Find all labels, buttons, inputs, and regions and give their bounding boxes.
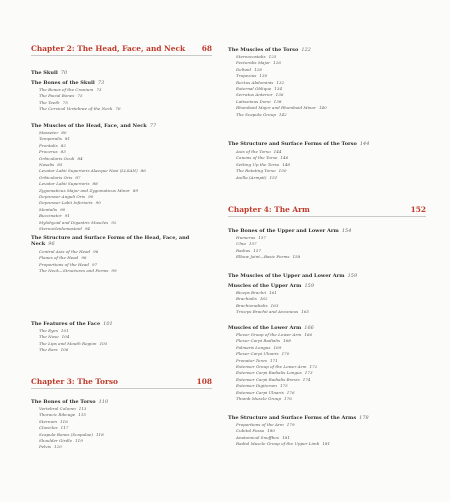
item-page: 175 bbox=[279, 383, 288, 389]
item-page: 148 bbox=[282, 161, 290, 167]
entry-title: The Structure and Surface Forms of the Head, Face, and Neck bbox=[31, 235, 190, 247]
item-page: 132 bbox=[276, 79, 285, 85]
chapter-title: Chapter 4: The Arm bbox=[228, 205, 310, 214]
entry-page: 70 bbox=[60, 70, 68, 76]
item-label: Temporalis bbox=[39, 136, 62, 142]
toc-entry-bones-arm[interactable] bbox=[228, 228, 426, 234]
item-label: Planes of the Head bbox=[39, 255, 79, 261]
item-page: 157 bbox=[248, 241, 257, 247]
item-page: 166 bbox=[304, 332, 313, 337]
item-page: 171 bbox=[269, 357, 278, 363]
item-label: Biceps Brachii bbox=[236, 290, 267, 295]
entry-page: 110 bbox=[98, 399, 109, 405]
list-item[interactable] bbox=[236, 175, 426, 181]
entry-title: The Skull bbox=[31, 70, 58, 76]
item-label: Extensor Group of the Lower Arm bbox=[236, 364, 307, 370]
item-label: Humerus bbox=[236, 235, 256, 240]
item-label: Rectus Abdominis bbox=[236, 79, 274, 85]
item-label: Brachioradialis bbox=[236, 302, 268, 308]
item-page: 117 bbox=[60, 425, 69, 431]
item-label: Radial Muscle Group of the Upper Limb bbox=[236, 441, 320, 447]
item-page: 86 bbox=[140, 168, 146, 174]
toc-entry-bones-torso[interactable] bbox=[31, 399, 212, 405]
entry-title: The Bones of the Upper and Lower Arm bbox=[228, 228, 339, 234]
entry-title: The Bones of the Torso bbox=[31, 399, 96, 405]
item-page: 157 bbox=[258, 235, 267, 240]
item-page: 181 bbox=[282, 434, 290, 440]
item-label: Pectoralis Major bbox=[236, 60, 271, 66]
item-label: Triceps Brachii and Anconeus bbox=[236, 309, 299, 315]
toc-entry-muscles-upper-arm[interactable] bbox=[228, 283, 426, 289]
item-label: The Bones of the Cranium bbox=[39, 87, 94, 92]
features-face-list bbox=[39, 328, 212, 354]
entry-page: 144 bbox=[359, 141, 370, 147]
entry-title: Muscles of the Lower Arm bbox=[228, 325, 302, 331]
item-label: Flexor Carpi Ulnaris bbox=[236, 351, 279, 357]
item-label: Deltoid bbox=[236, 66, 252, 72]
item-page: 144 bbox=[273, 149, 282, 154]
chapter-page: 68 bbox=[201, 44, 212, 53]
item-page: 87 bbox=[75, 174, 81, 180]
item-label: Central Axis of the Head bbox=[39, 249, 91, 254]
bones-torso-list bbox=[39, 406, 212, 451]
item-page: 75 bbox=[62, 99, 68, 105]
item-label: The Rotating Torso bbox=[236, 168, 276, 174]
entry-title: The Bones of the Skull bbox=[31, 80, 95, 86]
bones-arm-list bbox=[236, 235, 426, 261]
item-page: 120 bbox=[54, 444, 62, 450]
item-label: Orbicularis Oculi bbox=[39, 155, 75, 161]
chapter-page: 108 bbox=[196, 377, 212, 386]
item-page: 90 bbox=[88, 194, 94, 200]
item-page: 88 bbox=[92, 181, 98, 187]
list-item[interactable] bbox=[236, 441, 426, 447]
item-label: Depressor Anguli Oris bbox=[39, 194, 86, 200]
item-page: 84 bbox=[77, 155, 83, 161]
item-label: Trapezius bbox=[236, 73, 257, 79]
entry-page: 166 bbox=[304, 325, 314, 331]
item-label: The Cervical Vertebrae of the Neck bbox=[39, 106, 113, 112]
item-page: 75 bbox=[77, 93, 83, 99]
item-page: 113 bbox=[78, 406, 87, 411]
entry-page: 178 bbox=[359, 415, 369, 421]
structure-torso-list bbox=[236, 149, 426, 181]
item-page: 82 bbox=[60, 142, 66, 148]
item-page: 140 bbox=[318, 105, 327, 111]
item-label: Depressor Labii Inferioris bbox=[39, 200, 93, 206]
toc-entry-muscles-lower-arm[interactable] bbox=[228, 325, 426, 331]
item-label: Flexor Carpi Radialis bbox=[236, 338, 281, 344]
muscles-upper-arm-list bbox=[236, 290, 426, 316]
chapter-4-heading[interactable] bbox=[228, 205, 426, 217]
item-page: 116 bbox=[59, 418, 68, 424]
item-page: 125 bbox=[268, 54, 277, 59]
item-label: Palmaris Longus bbox=[236, 344, 271, 350]
item-label: Thumb Muscle Group bbox=[236, 396, 282, 402]
item-page: 162 bbox=[259, 296, 268, 302]
item-label: The Eyes bbox=[39, 328, 58, 333]
item-label: Ulna bbox=[236, 241, 246, 247]
item-page: 73 bbox=[96, 87, 102, 92]
list-item[interactable] bbox=[236, 396, 426, 402]
item-label: Proportions of the Head bbox=[39, 261, 90, 267]
item-page: 158 bbox=[292, 254, 301, 260]
list-item[interactable] bbox=[236, 112, 426, 118]
entry-title: The Muscles of the Torso bbox=[228, 47, 299, 53]
item-page: 128 bbox=[254, 66, 262, 72]
muscles-torso-list bbox=[236, 54, 426, 118]
item-label: Flexor Group of the Lower Arm bbox=[236, 332, 302, 337]
item-label: Rhomboid Major and Rhomboid Minor bbox=[236, 105, 316, 111]
toc-entry-muscles-torso[interactable] bbox=[228, 47, 426, 53]
item-page: 81 bbox=[64, 136, 71, 142]
chapter-3-heading[interactable] bbox=[31, 377, 212, 389]
item-page: 134 bbox=[274, 86, 283, 92]
item-label: Masseter bbox=[39, 130, 59, 135]
structure-arms-list bbox=[236, 422, 426, 448]
item-label: External Oblique bbox=[236, 86, 272, 92]
item-label: Sternum bbox=[39, 418, 57, 424]
item-label: Extensor Digitorum bbox=[236, 383, 277, 389]
list-item[interactable] bbox=[236, 309, 426, 315]
entry-page: 122 bbox=[301, 47, 311, 53]
item-label: Cubital Fossa bbox=[236, 428, 265, 434]
item-page: 126 bbox=[273, 60, 281, 66]
item-label: Mentalis bbox=[39, 206, 58, 212]
item-page: 91 bbox=[64, 213, 70, 219]
item-label: Levator Labii Superioris Alaeque Nasi (LLSAN) bbox=[39, 168, 138, 174]
item-page: 142 bbox=[278, 111, 287, 117]
item-label: Elbow Joint—Basic Forms bbox=[236, 254, 290, 260]
item-label: Clavicles bbox=[39, 425, 58, 431]
item-label: Thoracic Ribcage bbox=[39, 412, 76, 418]
item-page: 168 bbox=[283, 338, 291, 344]
bones-skull-list bbox=[39, 87, 212, 113]
item-page: 119 bbox=[75, 438, 83, 444]
item-label: Extensor Carpi Radialis Longus bbox=[236, 370, 302, 376]
item-page: 106 bbox=[60, 347, 69, 353]
item-page: 97 bbox=[92, 261, 98, 267]
item-label: The Neck—Structures and Forms bbox=[39, 268, 109, 274]
item-page: 172 bbox=[309, 364, 318, 370]
item-label: Serratus Anterior bbox=[236, 92, 273, 98]
item-page: 85 bbox=[57, 162, 63, 168]
item-label: Extensor Carpi Radialis Brevis bbox=[236, 376, 300, 382]
toc-entry-structure-torso[interactable] bbox=[228, 141, 426, 147]
item-page: 173 bbox=[304, 370, 313, 376]
entry-page: 101 bbox=[103, 321, 113, 327]
item-page: 157 bbox=[253, 247, 262, 253]
item-page: 169 bbox=[273, 344, 282, 350]
item-page: 80 bbox=[61, 130, 67, 135]
item-label: Orbicularis Oris bbox=[39, 174, 73, 180]
item-label: Setting Up the Torso bbox=[236, 161, 280, 167]
item-page: 170 bbox=[281, 351, 290, 357]
item-page: 92 bbox=[111, 219, 117, 225]
item-page: 90 bbox=[95, 200, 101, 206]
item-page: 104 bbox=[61, 334, 70, 340]
entry-page: 73 bbox=[97, 80, 105, 86]
item-label: Procerus bbox=[39, 149, 58, 155]
item-label: Pronator Teres bbox=[236, 357, 267, 363]
item-page: 179 bbox=[286, 422, 295, 427]
item-page: 180 bbox=[267, 428, 275, 434]
list-item[interactable] bbox=[39, 347, 212, 353]
toc-entry-features-face[interactable] bbox=[31, 321, 212, 327]
item-label: Sternocleidomastoid bbox=[39, 226, 82, 232]
item-label: Canons of the Torso bbox=[236, 155, 278, 161]
item-page: 176 bbox=[286, 389, 295, 395]
item-page: 174 bbox=[302, 376, 311, 382]
item-label: Anatomical Snuffbox bbox=[236, 434, 280, 440]
entry-page: 159 bbox=[347, 273, 358, 279]
chapter-title: Chapter 2: The Head, Face, and Neck bbox=[31, 44, 186, 53]
entry-page: 154 bbox=[341, 228, 352, 234]
item-page: 163 bbox=[270, 302, 279, 308]
list-item[interactable] bbox=[39, 226, 212, 232]
toc-entry-bones-skull[interactable] bbox=[31, 80, 212, 86]
toc-entry-structure-arms[interactable] bbox=[228, 415, 426, 421]
item-label: Buccinator bbox=[39, 213, 62, 219]
item-page: 76 bbox=[115, 106, 121, 112]
entry-title: Muscles of the Upper Arm bbox=[228, 283, 302, 289]
item-label: The Ears bbox=[39, 347, 58, 353]
item-label: Levator Labii Superioris bbox=[39, 181, 90, 187]
list-item[interactable] bbox=[236, 254, 426, 260]
toc-entry-skull[interactable] bbox=[31, 70, 212, 76]
item-label: The Nose bbox=[39, 334, 59, 340]
item-label: Nasalis bbox=[39, 162, 55, 168]
item-page: 105 bbox=[99, 340, 108, 346]
item-label: Latissimus Dorsi bbox=[236, 98, 271, 104]
item-label: Shoulder Girdle bbox=[39, 438, 73, 444]
item-label: Brachialis bbox=[236, 296, 257, 302]
item-page: 96 bbox=[81, 255, 87, 261]
item-page: 161 bbox=[269, 290, 277, 295]
entry-title: The Muscles of the Upper and Lower Arm bbox=[228, 273, 345, 279]
item-page: 99 bbox=[111, 268, 117, 274]
chapter-title: Chapter 3: The Torso bbox=[31, 377, 118, 386]
entry-page: 96 bbox=[48, 241, 55, 247]
item-label: Proportions of the Arm bbox=[236, 422, 284, 427]
item-label: Radius bbox=[236, 247, 251, 253]
item-page: 90 bbox=[60, 206, 66, 212]
item-page: 96 bbox=[93, 249, 99, 254]
entry-page: 159 bbox=[304, 283, 315, 289]
item-label: Axis of the Torso bbox=[236, 149, 271, 154]
item-label: Pelvis bbox=[39, 444, 52, 450]
item-page: 150 bbox=[278, 168, 287, 174]
item-page: 118 bbox=[95, 431, 104, 437]
item-page: 101 bbox=[60, 328, 69, 333]
list-item[interactable] bbox=[39, 268, 212, 274]
item-label: Mylohyoid and Digastric Muscles bbox=[39, 219, 109, 225]
item-label: The Facial Bones bbox=[39, 93, 75, 99]
muscles-head-list bbox=[39, 130, 212, 233]
item-label: Frontalis bbox=[39, 142, 58, 148]
item-page: 94 bbox=[84, 226, 91, 232]
item-page: 146 bbox=[280, 155, 289, 161]
chapter-2-heading[interactable] bbox=[31, 44, 212, 56]
entry-title: The Features of the Face bbox=[31, 321, 101, 327]
item-page: 83 bbox=[60, 149, 66, 155]
item-label: The Scapula Group bbox=[236, 111, 276, 117]
entry-title: The Structure and Surface Forms of the Arms bbox=[228, 415, 357, 421]
item-label: Zygomaticus Major and Zygomaticus Minor bbox=[39, 187, 130, 193]
item-label: Scapula Bones (Scapulae) bbox=[39, 431, 93, 437]
item-label: Sternocostalis bbox=[236, 54, 266, 59]
item-page: 151 bbox=[269, 174, 278, 180]
item-label: The Lips and Mouth Region bbox=[39, 340, 97, 346]
muscles-lower-arm-list bbox=[236, 332, 426, 402]
item-page: 115 bbox=[78, 412, 87, 418]
item-page: 165 bbox=[301, 309, 309, 315]
item-page: 89 bbox=[132, 187, 139, 193]
chapter-page: 152 bbox=[410, 205, 426, 214]
toc-entry-muscles-arm[interactable] bbox=[228, 273, 426, 279]
item-label: The Teeth bbox=[39, 99, 60, 105]
entry-page: 77 bbox=[149, 123, 157, 129]
structure-head-list bbox=[39, 249, 212, 275]
item-label: Axilla (Armpit) bbox=[236, 174, 267, 180]
item-label: Vertebral Column bbox=[39, 406, 76, 411]
list-item[interactable] bbox=[39, 106, 212, 112]
entry-title: The Muscles of the Head, Face, and Neck bbox=[31, 123, 147, 129]
toc-entry-structure-head[interactable] bbox=[31, 235, 201, 247]
item-page: 138 bbox=[273, 98, 282, 104]
toc-entry-muscles-head[interactable] bbox=[31, 123, 212, 129]
item-page: 176 bbox=[284, 396, 292, 402]
item-page: 130 bbox=[259, 73, 268, 79]
item-label: Extensor Carpi Ulnaris bbox=[236, 389, 284, 395]
item-page: 136 bbox=[275, 92, 284, 98]
entry-title: The Structure and Surface Forms of the Torso bbox=[228, 141, 357, 147]
item-page: 181 bbox=[322, 441, 331, 447]
list-item[interactable] bbox=[39, 444, 212, 450]
